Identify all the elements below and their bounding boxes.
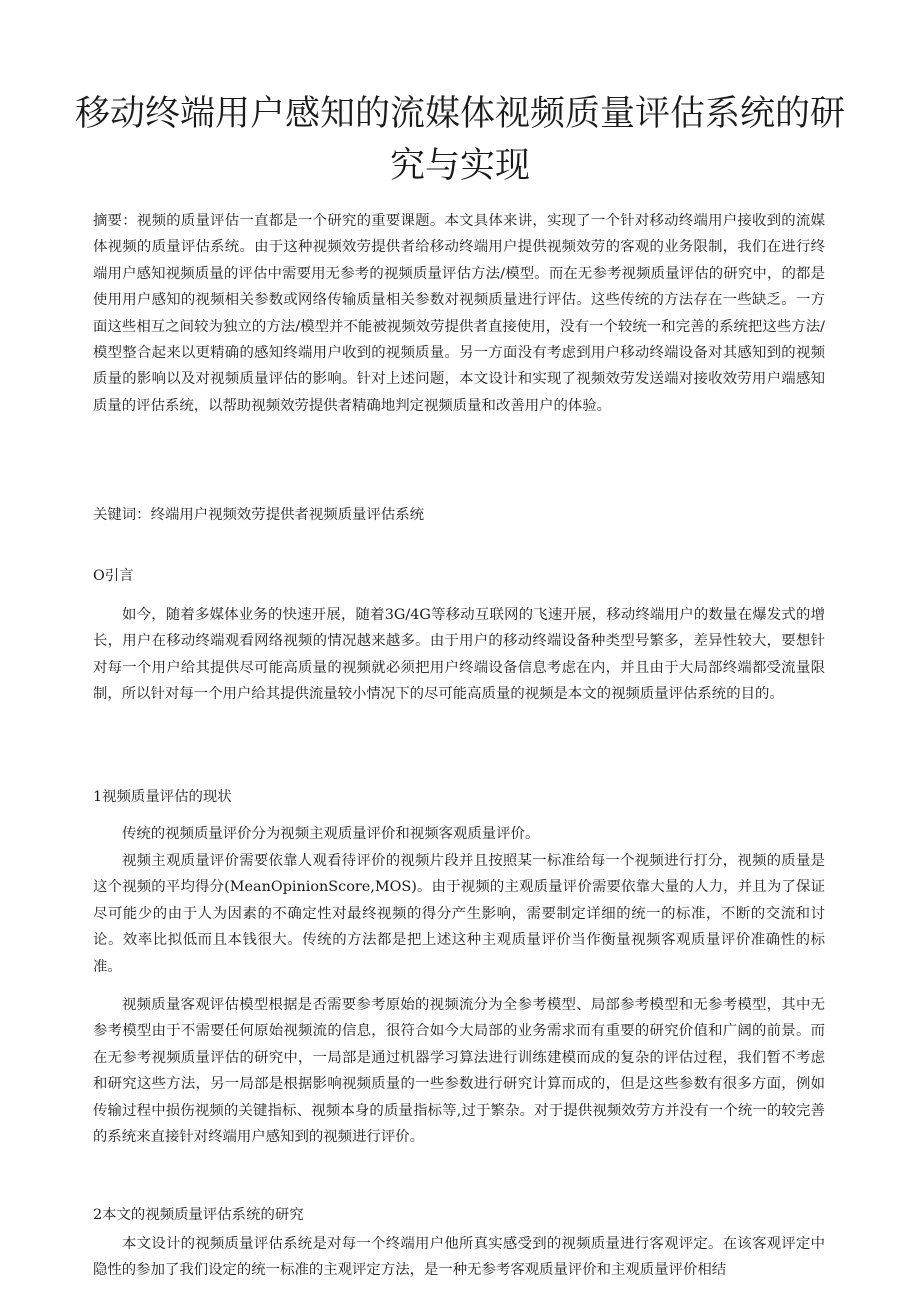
research-paragraph: 本文设计的视频质量评估系统是对每一个终端用户他所真实感受到的视频质量进行客观评定。在该客观评定中隐性的参加了我们设定的统一标准的主观评定方法，是一种无参考客观质量评价和主观质量评价相结 xyxy=(93,1236,825,1279)
status-paragraph-1: 传统的视频质量评价分为视频主观质量评价和视频客观质量评价。 xyxy=(122,826,540,842)
abstract-paragraph: 摘要：视频的质量评估一直都是一个研究的重要课题。本文具体来讲，实现了一个针对移动终端用户接收到的流媒体视频的质量评估系统。由于这种视频效劳提供者给移动终端用户提供视频效劳的客观的业务限制，我们在进行终端用户感知视频质量的评估中需要用无参考的视频质量评估方法/模型。而在无参考视频质量评估的研究中，的都是使用用户感知的视频相关参数或网络传输质量相关参数对视频质量进行评估。这些传统的方法存在一些缺乏。一方面这些相互之间较为独立的方法/模型并不能被视频效劳提供者直接使用，没有一个较统一和完善的系统把这些方法/模型整合起来以更精确的感知终端用户收到的视频质量。另一方面没有考虑到用户移动终端设备对其感知到的视频质量的影响以及对视频质量评估的影响。针对上述问题，本文设计和实现了视频效劳发送端对接收效劳用户端感知质量的评估系统，以帮助视频效劳提供者精确地判定视频质量和改善用户的体验。 xyxy=(93,213,825,414)
paper-title: 移动终端用户感知的流媒体视频质量评估系统的研究与实现 xyxy=(74,94,845,186)
section-heading-research: 2本文的视频质量评估系统的研究 xyxy=(93,1207,304,1223)
intro-paragraph: 如今，随着多媒体业务的快速开展，随着3G/4G等移动互联网的飞速开展，移动终端用户的数量在爆发式的增长，用户在移动终端观看网络视频的情况越来越多。由于用户的移动终端设备种类型号繁多，差异性较大，要想针对每一个用户给其提供尽可能高质量的视频就必须把用户终端设备信息考虑在内，并且由于大局部终端都受流量限制，所以针对每一个用户给其提供流量较小情况下的尽可能高质量的视频是本文的视频质量评估系统的目的。 xyxy=(93,607,825,703)
section-heading-intro: O引言 xyxy=(93,568,134,584)
section-heading-status: 1视频质量评估的现状 xyxy=(93,789,232,805)
status-paragraph-3: 视频质量客观评估模型根据是否需要参考原始的视频流分为全参考模型、局部参考模型和无参考模型，其中无参考模型由于不需要任何原始视频流的信息，很符合如今大局部的业务需求而有重要的研究价值和广阔的前景。而在无参考视频质量评估的研究中，一局部是通过机器学习算法进行训练建模而成的复杂的评估过程，我们暂不考虑和研究这些方法，另一局部是根据影响视频质量的一些参数进行研究计算而成的，但是这些参数有很多方面，例如传输过程中损伤视频的关键指标、视频本身的质量指标等,过于繁杂。对于提供视频效劳方并没有一个统一的较完善的系统来直接针对终端用户感知到的视频进行评价。 xyxy=(93,997,826,1146)
keywords-line: 关键词：终端用户视频效劳提供者视频质量评估系统 xyxy=(93,507,424,523)
status-paragraph-2: 视频主观质量评价需要依靠人观看待评价的视频片段并且按照某一标准给每一个视频进行打分，视频的质量是这个视频的平均得分(MeanOpinionScore,MOS)。由于视频的主观质量评价需要依靠大量的人力，并且为了保证尽可能少的由于人为因素的不确定性对最终视频的得分产生影响，需要制定详细的统一的标准，不断的交流和讨论。效率比拟低而且本钱很大。传统的方法都是把上述这种主观质量评价当作衡量视频客观质量评价准确性的标准。 xyxy=(93,853,825,975)
